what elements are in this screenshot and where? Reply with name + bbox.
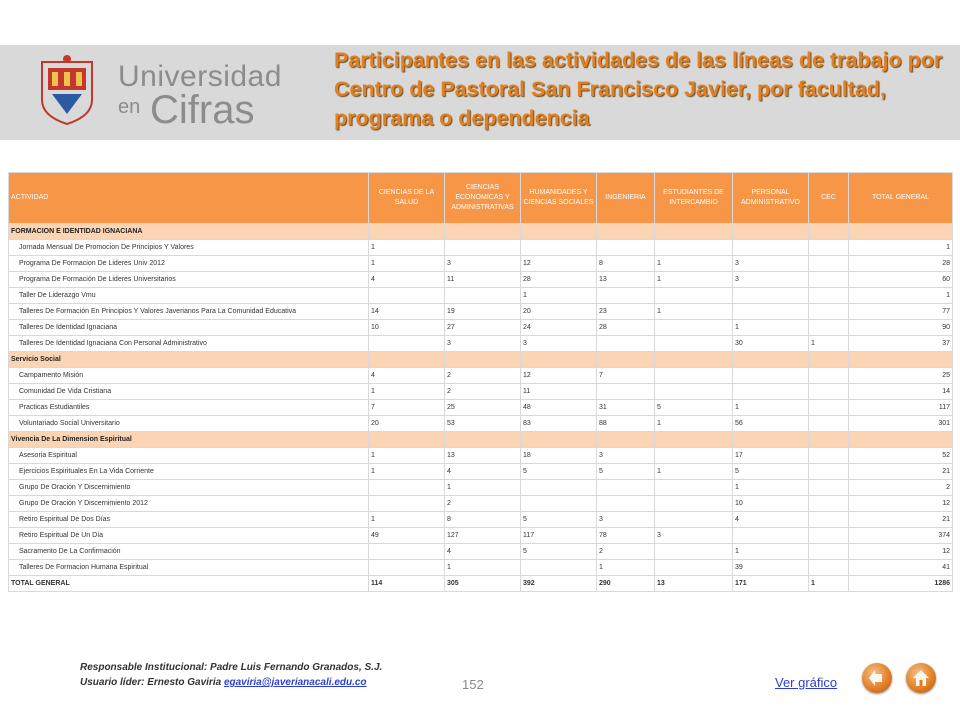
value-cell [809, 448, 849, 464]
value-cell: 1 [809, 336, 849, 352]
table-row [9, 304, 953, 320]
value-cell: 14 [369, 304, 445, 320]
value-cell [733, 384, 809, 400]
value-cell: 1 [733, 480, 809, 496]
value-cell [655, 288, 733, 304]
value-cell: 28 [849, 256, 953, 272]
activity-cell: Programa De Formación De Lideres Universitarios [9, 272, 369, 288]
value-cell: 19 [445, 304, 521, 320]
value-cell: 2 [849, 480, 953, 496]
value-cell [809, 512, 849, 528]
value-cell [655, 480, 733, 496]
value-cell: 25 [849, 368, 953, 384]
table-row [9, 400, 953, 416]
value-cell [733, 368, 809, 384]
value-cell [521, 480, 597, 496]
col-header-humanidades: HUMANIDADES Y CIENCIAS SOCIALES [521, 173, 597, 224]
table-row [9, 384, 953, 400]
value-cell: 4 [733, 512, 809, 528]
value-cell [597, 496, 655, 512]
activity-cell: Retiro Espiritual De Dos Días [9, 512, 369, 528]
value-cell: 52 [849, 448, 953, 464]
value-cell: 60 [849, 272, 953, 288]
table-row [9, 368, 953, 384]
value-cell [809, 544, 849, 560]
brand-en: en [118, 96, 141, 118]
value-cell: 13 [445, 448, 521, 464]
value-cell [597, 352, 655, 368]
activity-cell: Grupo De Oración Y Discernimiento 2012 [9, 496, 369, 512]
value-cell [597, 224, 655, 240]
value-cell [809, 496, 849, 512]
value-cell [369, 432, 445, 448]
activity-cell: Talleres De Identidad Ignaciana [9, 320, 369, 336]
value-cell: 1 [445, 480, 521, 496]
value-cell [809, 224, 849, 240]
value-cell: 5 [733, 464, 809, 480]
value-cell [597, 336, 655, 352]
value-cell [655, 320, 733, 336]
value-cell: 24 [521, 320, 597, 336]
activity-cell: Campamento Misión [9, 368, 369, 384]
value-cell: 8 [445, 512, 521, 528]
value-cell: 1 [369, 256, 445, 272]
home-button[interactable] [906, 663, 936, 693]
value-cell [733, 528, 809, 544]
value-cell: 1 [733, 400, 809, 416]
value-cell: 3 [655, 528, 733, 544]
back-button[interactable] [862, 663, 892, 693]
value-cell: 21 [849, 512, 953, 528]
activity-cell: TOTAL GENERAL [9, 576, 369, 592]
value-cell: 4 [445, 544, 521, 560]
value-cell: 13 [597, 272, 655, 288]
value-cell [655, 368, 733, 384]
value-cell [655, 432, 733, 448]
value-cell: 28 [597, 320, 655, 336]
value-cell [369, 480, 445, 496]
activity-cell: Sacramento De La Confirmación [9, 544, 369, 560]
value-cell: 12 [521, 256, 597, 272]
value-cell: 5 [655, 400, 733, 416]
responsable-text: Responsable Institucional: Padre Luis Fernando Granados, S.J. [80, 662, 383, 673]
table-row [9, 528, 953, 544]
table-row [9, 272, 953, 288]
value-cell: 30 [733, 336, 809, 352]
value-cell [369, 288, 445, 304]
value-cell: 90 [849, 320, 953, 336]
value-cell: 3 [445, 256, 521, 272]
value-cell [369, 560, 445, 576]
table-row [9, 512, 953, 528]
table-row [9, 336, 953, 352]
ver-grafico-link[interactable]: Ver gráfico [775, 675, 838, 690]
value-cell [809, 400, 849, 416]
value-cell: 23 [597, 304, 655, 320]
value-cell [521, 240, 597, 256]
value-cell [597, 288, 655, 304]
usuario-lider-text [80, 677, 367, 688]
value-cell [597, 384, 655, 400]
value-cell [655, 352, 733, 368]
value-cell [809, 368, 849, 384]
value-cell: 11 [445, 272, 521, 288]
value-cell [369, 336, 445, 352]
back-arrow-icon [867, 668, 887, 688]
value-cell: 8 [597, 256, 655, 272]
value-cell: 7 [597, 368, 655, 384]
value-cell: 392 [521, 576, 597, 592]
value-cell [809, 320, 849, 336]
value-cell: 1 [369, 448, 445, 464]
value-cell [733, 304, 809, 320]
value-cell: 41 [849, 560, 953, 576]
value-cell: 4 [369, 368, 445, 384]
activity-cell: Asesoria Espiritual [9, 448, 369, 464]
page-title: Participantes en las actividades de las líneas de trabajo por Centro de Pastoral San Francisco Javier, por facultad, programa o dependencia [334, 48, 943, 130]
table-row [9, 416, 953, 432]
col-header-intercambio: ESTUDIANTES DE INTERCAMBIO [655, 173, 733, 224]
value-cell: 1286 [849, 576, 953, 592]
value-cell: 25 [445, 400, 521, 416]
value-cell: 1 [655, 304, 733, 320]
activity-cell: Comunidad De Vida Cristiana [9, 384, 369, 400]
value-cell: 1 [655, 272, 733, 288]
value-cell [655, 384, 733, 400]
value-cell [445, 432, 521, 448]
value-cell [809, 272, 849, 288]
value-cell: 10 [733, 496, 809, 512]
section-row [9, 352, 953, 368]
value-cell [733, 224, 809, 240]
table-row [9, 320, 953, 336]
value-cell: 37 [849, 336, 953, 352]
value-cell: 305 [445, 576, 521, 592]
value-cell: 7 [369, 400, 445, 416]
activity-cell: Grupo De Oración Y Discernimiento [9, 480, 369, 496]
value-cell: 2 [445, 384, 521, 400]
value-cell: 17 [733, 448, 809, 464]
table-row [9, 240, 953, 256]
value-cell [655, 224, 733, 240]
value-cell: 2 [445, 496, 521, 512]
value-cell: 1 [849, 288, 953, 304]
value-cell [809, 416, 849, 432]
value-cell [809, 288, 849, 304]
activity-cell: Taller De Liderazgo Vmu [9, 288, 369, 304]
value-cell: 1 [445, 560, 521, 576]
value-cell: 3 [733, 272, 809, 288]
value-cell [655, 496, 733, 512]
value-cell [445, 288, 521, 304]
value-cell: 20 [369, 416, 445, 432]
value-cell: 12 [849, 544, 953, 560]
table-row [9, 560, 953, 576]
table-row [9, 496, 953, 512]
value-cell [521, 496, 597, 512]
value-cell: 12 [521, 368, 597, 384]
value-cell [521, 224, 597, 240]
activity-cell: Retiro Espiritual De Un Día [9, 528, 369, 544]
value-cell: 3 [733, 256, 809, 272]
value-cell: 78 [597, 528, 655, 544]
activity-cell: Voluntariado Social Universitario [9, 416, 369, 432]
value-cell [655, 240, 733, 256]
value-cell [809, 480, 849, 496]
value-cell [809, 256, 849, 272]
value-cell [809, 384, 849, 400]
brand-cifras: Cifras [150, 88, 255, 132]
participants-table-container [8, 172, 952, 592]
value-cell [655, 560, 733, 576]
value-cell [809, 528, 849, 544]
value-cell [369, 544, 445, 560]
value-cell [733, 288, 809, 304]
value-cell [521, 560, 597, 576]
col-header-salud: CIENCIAS DE LA SALUD [369, 173, 445, 224]
value-cell [733, 240, 809, 256]
value-cell: 301 [849, 416, 953, 432]
email-link[interactable]: egaviria@javerianacali.edu.co [223, 677, 367, 688]
value-cell [809, 560, 849, 576]
value-cell: 3 [521, 336, 597, 352]
value-cell: 5 [521, 512, 597, 528]
activity-cell: Talleres De Identidad Ignaciana Con Personal Administrativo [9, 336, 369, 352]
value-cell: 171 [733, 576, 809, 592]
col-header-administrativo: PERSONAL ADMINISTRATIVO [733, 173, 809, 224]
activity-cell: Talleres De Formación En Principios Y Valores Javerianos Para La Comunidad Educativa [9, 304, 369, 320]
section-row [9, 432, 953, 448]
javeriana-seal-icon [38, 54, 96, 130]
value-cell: 127 [445, 528, 521, 544]
value-cell: 3 [597, 512, 655, 528]
value-cell: 1 [655, 464, 733, 480]
value-cell: 1 [655, 416, 733, 432]
value-cell: 1 [809, 576, 849, 592]
usuario-prefix: Usuario líder: Ernesto Gaviria [80, 677, 224, 688]
value-cell [597, 432, 655, 448]
value-cell: 39 [733, 560, 809, 576]
page-number: 152 [462, 677, 484, 692]
value-cell: 28 [521, 272, 597, 288]
value-cell: 5 [521, 544, 597, 560]
value-cell [809, 464, 849, 480]
value-cell [445, 352, 521, 368]
value-cell: 11 [521, 384, 597, 400]
value-cell: 88 [597, 416, 655, 432]
value-cell: 4 [445, 464, 521, 480]
value-cell [445, 224, 521, 240]
value-cell: 1 [597, 560, 655, 576]
value-cell: 1 [369, 512, 445, 528]
activity-cell: Jornada Mensual De Promocion De Principios Y Valores [9, 240, 369, 256]
table-row [9, 480, 953, 496]
value-cell: 12 [849, 496, 953, 512]
table-row [9, 448, 953, 464]
value-cell [809, 432, 849, 448]
col-header-ingenieria: INGENIERIA [597, 173, 655, 224]
value-cell [809, 352, 849, 368]
value-cell [655, 512, 733, 528]
col-header-economicas: CIENCIAS ECONOMICAS Y ADMINISTRATIVAS [445, 173, 521, 224]
value-cell [733, 432, 809, 448]
value-cell: 117 [849, 400, 953, 416]
value-cell: 5 [521, 464, 597, 480]
col-header-total: TOTAL GENERAL [849, 173, 953, 224]
value-cell: 49 [369, 528, 445, 544]
section-row [9, 224, 953, 240]
value-cell: 31 [597, 400, 655, 416]
value-cell: 4 [369, 272, 445, 288]
value-cell [597, 480, 655, 496]
activity-cell: Talleres De Formacion Humana Espiritual [9, 560, 369, 576]
activity-cell: Practicas Estudiantiles [9, 400, 369, 416]
value-cell: 48 [521, 400, 597, 416]
brand-universidad: Universidad [118, 60, 282, 93]
value-cell [849, 352, 953, 368]
value-cell: 1 [849, 240, 953, 256]
value-cell: 83 [521, 416, 597, 432]
value-cell [733, 352, 809, 368]
value-cell: 374 [849, 528, 953, 544]
value-cell [521, 352, 597, 368]
value-cell: 13 [655, 576, 733, 592]
table-row [9, 288, 953, 304]
value-cell: 3 [597, 448, 655, 464]
value-cell: 1 [521, 288, 597, 304]
activity-cell: Programa De Formacion De Lideres Univ 2012 [9, 256, 369, 272]
value-cell: 77 [849, 304, 953, 320]
value-cell: 20 [521, 304, 597, 320]
value-cell: 1 [369, 464, 445, 480]
value-cell: 5 [597, 464, 655, 480]
value-cell [369, 496, 445, 512]
home-icon [911, 668, 931, 688]
value-cell [655, 544, 733, 560]
value-cell [369, 224, 445, 240]
value-cell [655, 336, 733, 352]
value-cell: 18 [521, 448, 597, 464]
value-cell: 27 [445, 320, 521, 336]
value-cell: 1 [733, 320, 809, 336]
value-cell: 117 [521, 528, 597, 544]
activity-cell: Vivencia De La Dimension Espiritual [9, 432, 369, 448]
col-header-actividad: ACTIVIDAD [9, 173, 369, 224]
col-header-cec: CEC [809, 173, 849, 224]
value-cell [445, 240, 521, 256]
value-cell: 2 [597, 544, 655, 560]
value-cell [849, 224, 953, 240]
value-cell [655, 448, 733, 464]
value-cell: 10 [369, 320, 445, 336]
value-cell: 2 [445, 368, 521, 384]
activity-cell: FORMACION E IDENTIDAD IGNACIANA [9, 224, 369, 240]
participants-table [8, 172, 953, 592]
activity-cell: Ejercicios Espirituales En La Vida Corriente [9, 464, 369, 480]
value-cell: 21 [849, 464, 953, 480]
value-cell: 53 [445, 416, 521, 432]
value-cell [369, 352, 445, 368]
value-cell: 3 [445, 336, 521, 352]
value-cell [809, 240, 849, 256]
value-cell: 1 [369, 240, 445, 256]
value-cell: 14 [849, 384, 953, 400]
activity-cell: Servicio Social [9, 352, 369, 368]
value-cell: 290 [597, 576, 655, 592]
value-cell [809, 304, 849, 320]
value-cell: 1 [655, 256, 733, 272]
value-cell [597, 240, 655, 256]
value-cell: 1 [733, 544, 809, 560]
total-row [9, 576, 953, 592]
table-row [9, 256, 953, 272]
value-cell: 114 [369, 576, 445, 592]
value-cell: 56 [733, 416, 809, 432]
value-cell [521, 432, 597, 448]
value-cell [849, 432, 953, 448]
value-cell: 1 [369, 384, 445, 400]
table-row [9, 464, 953, 480]
table-row [9, 544, 953, 560]
table-header-row [9, 173, 953, 224]
